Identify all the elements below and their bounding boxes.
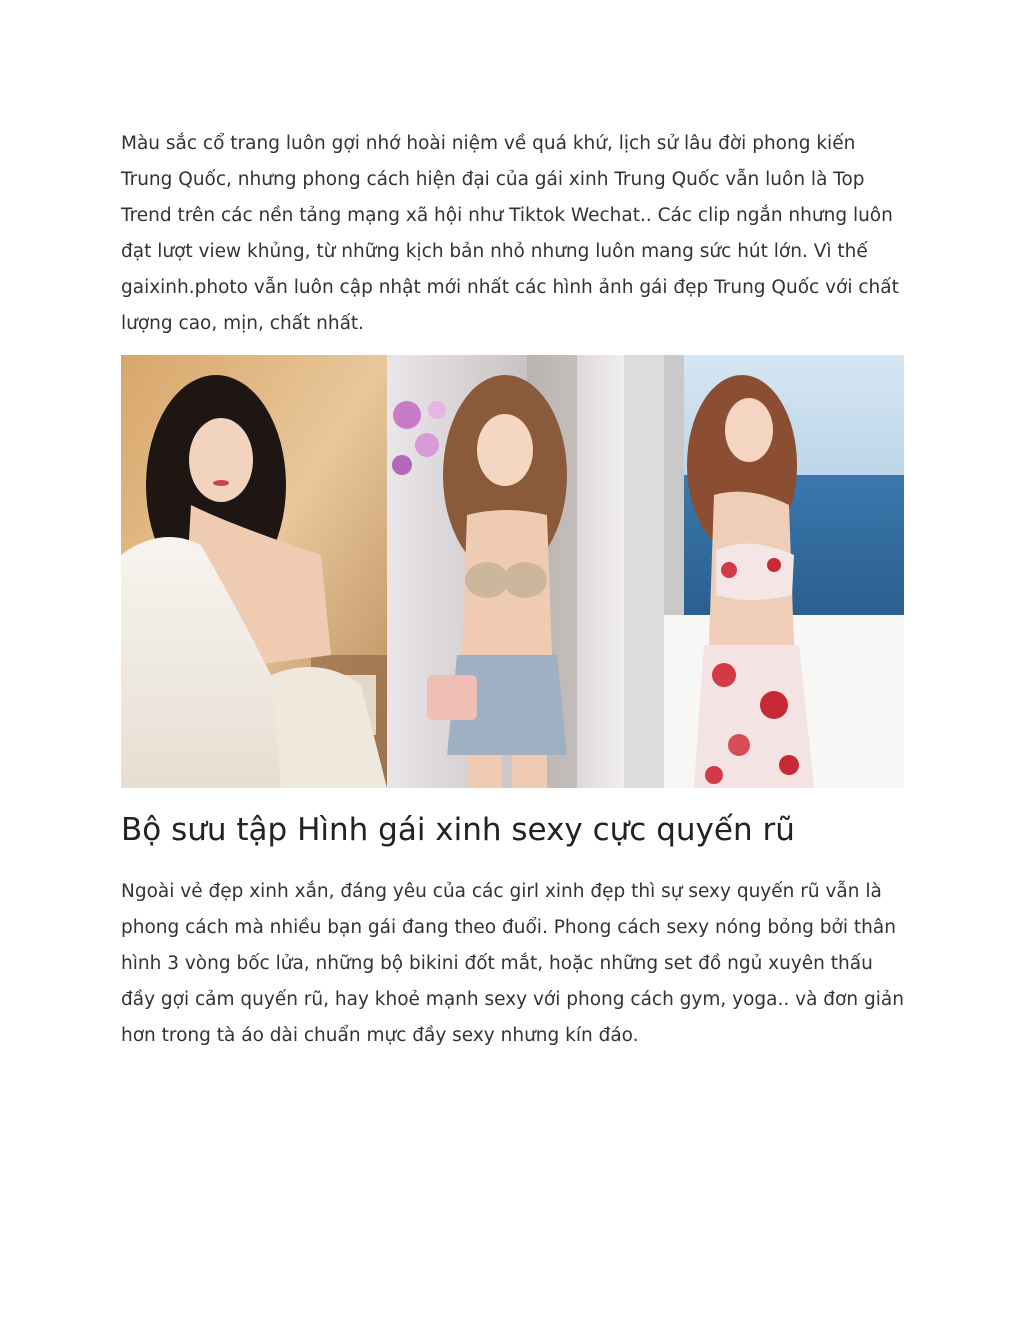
photo-3-image	[624, 355, 904, 788]
section-paragraph: Ngoài vẻ đẹp xinh xắn, đáng yêu của các girl xinh đẹp thì sự sexy quyến rũ vẫn là phong cách mà nhiều bạn gái đang theo đuổi. Phong cách sexy nóng bỏng bởi thân hình 3 vòng bốc lửa, những bộ bikini đốt mắt, hoặc những set đồ ngủ xuyên thấu đầy gợi cảm quyến rũ, hay khoẻ mạnh sexy với phong cách gym, yoga.. và đơn giản hơn trong tà áo dài chuẩn mực đầy sexy nhưng kín đáo.	[121, 881, 904, 1046]
photo-1-image	[121, 355, 387, 788]
photo-3	[624, 355, 904, 788]
photo-1	[121, 355, 387, 788]
svg-text:.: .	[127, 779, 129, 785]
photo-2-image	[387, 355, 624, 788]
article-body	[121, 126, 905, 1054]
section-heading: Bộ sưu tập Hình gái xinh sexy cực quyến rũ	[121, 812, 795, 848]
photo-collage	[121, 355, 904, 788]
intro-paragraph: Màu sắc cổ trang luôn gợi nhớ hoài niệm về quá khứ, lịch sử lâu đời phong kiến Trung Quốc, nhưng phong cách hiện đại của gái xinh Trung Quốc vẫn luôn là Top Trend trên các nền tảng mạng xã hội như Tiktok Wechat.. Các clip ngắn nhưng luôn đạt lượt view khủng, từ những kịch bản nhỏ nhưng luôn mang sức hút lớn. Vì thế gaixinh.photo vẫn luôn cập nhật mới nhất các hình ảnh gái đẹp Trung Quốc với chất lượng cao, mịn, chất nhất.	[121, 133, 899, 334]
photo-2	[387, 355, 624, 788]
